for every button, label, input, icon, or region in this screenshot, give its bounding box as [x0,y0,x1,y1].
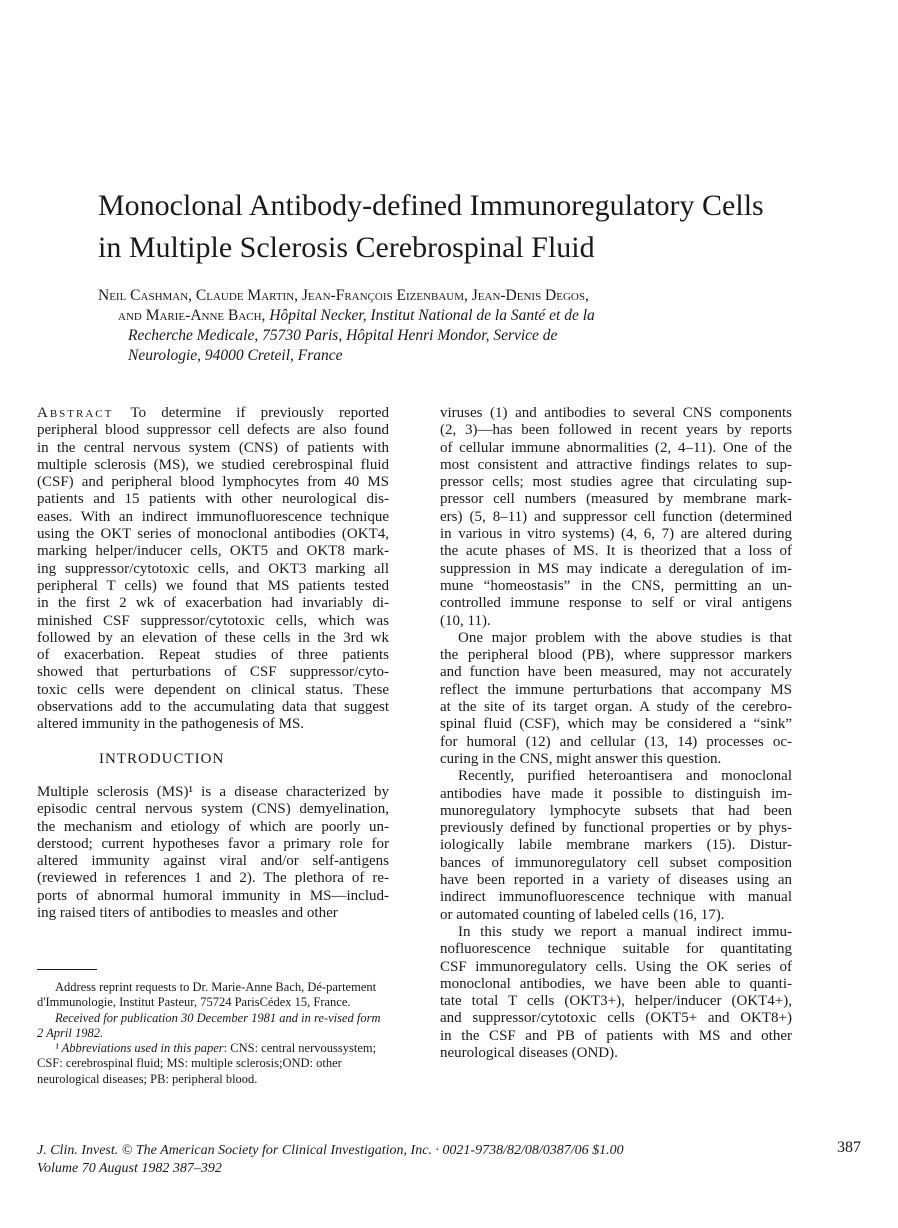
body-line: (2, 3)—has been followed in recent years by reports [440,422,792,439]
abstract-line: multiple sclerosis (MS), we studied cerebrospinal fluid [37,456,389,473]
abstract-line: of exacerbation. Repeat studies of three patients [37,647,389,664]
title-line-2: in Multiple Sclerosis Cerebrospinal Fluid [98,231,595,264]
body-line: have been reported in a variety of diseases using an [440,872,792,889]
footnote-line: Address reprint requests to Dr. Marie-Anne Bach, Dé- [55,980,327,994]
body-line: CSF immunoregulatory cells. Using the OK series of [440,958,792,975]
body-line: One major problem with the above studies is that [458,629,792,646]
body-line: pressor cell numbers (measured by membrane mark- [440,491,792,508]
abstract-line: minished CSF suppressor/cytotoxic cells, which was [37,612,389,629]
footnote-line: ¹ Abbreviations used in this paper: CNS: central nervous [55,1041,338,1056]
intro-line: Multiple sclerosis (MS)¹ is a disease characterized by [37,783,389,800]
abstract-line: in the first 2 wk of exacerbation had invariably di- [37,595,389,612]
intro-line: the mechanism and etiology of which are poorly un- [37,818,389,835]
body-line: and suppressor/cytotoxic cells (OKT5+ and OKT8+) [440,1010,792,1027]
author-line-2 [98,306,818,326]
paragraph-3 [440,768,792,924]
received-note [37,1011,389,1042]
body-line: mune “homeostasis” in the CNS, permitting an un- [440,577,792,594]
title-line-1: Monoclonal Antibody-defined Immunoregulatory Cells [98,189,764,222]
introduction-text [37,784,389,922]
paragraph-2 [440,630,792,768]
abstract-line: Abstract To determine if previously reported [37,405,390,421]
article-title [98,185,818,269]
abstract-line: peripheral T cells) we found that MS patients tested [37,577,389,594]
abbreviations-label: ¹ Abbreviations used in this paper [55,1041,224,1056]
body-line: spinal fluid (CSF), which may be considered a “sink” [440,716,792,733]
body-line: the peripheral blood (PB), where suppressor markers [440,647,792,664]
abstract-line: altered immunity in the pathogenesis of MS. [37,716,305,733]
footnote-line: Received for publication 30 December 1981 and in re- [55,1010,329,1025]
abstract-line: ing suppressor/cytotoxic cells, and OKT3 marking all [37,560,389,577]
intro-line: (reviewed in references 1 and 2). The plethora of re- [37,870,389,887]
footnote-line: partement d'Immunologie, Institut Pasteur, 75724 Paris [37,980,377,1010]
author-names-cont: and Marie-Anne Bach, [118,307,270,324]
body-line: munoregulatory lymphocyte subsets that had been [440,802,792,819]
body-line: antibodies have made it possible to distinguish im- [440,785,792,802]
abstract [37,405,389,734]
affiliation-start: Hôpital Necker, Institut National de la Santé et de la [269,307,595,324]
body-line: in various in vitro systems) (4, 6, 7) are altered during [440,526,792,543]
body-line: nofluorescence technique suitable for quantitating [440,941,792,958]
abstract-line: eases. With an indirect immunofluorescence technique [37,508,389,525]
body-line: at the site of its target organ. A study of the cerebro- [440,699,792,716]
abstract-line: followed by an elevation of these cells in the 3rd wk [37,629,389,646]
citation-text: J. Clin. Invest. © The American Society for Clinical Investigation, Inc. · 0021-9738/82/08/0387/06 $1.00 [37,1143,624,1158]
left-column [37,405,389,922]
intro-line: derstood; current hypotheses favor a primary role for [37,835,389,852]
body-line: in the CSF and PB of patients with MS and other [440,1027,792,1044]
body-line: Recently, purified heteroantisera and monoclonal [458,768,792,785]
body-line: monoclonal antibodies, we have been able to quanti- [440,975,792,992]
body-line: ers) (5, 8–11) and suppressor cell function (determined [440,508,792,525]
body-line: indirect immunofluorescence technique with manual [440,889,792,906]
author-line-1: Neil Cashman, Claude Martin, Jean-François Eizenbaum, Jean-Denis Degos, [98,287,589,304]
address-note [37,980,389,1011]
body-line: previously defined by functional properties or by phys- [440,820,792,837]
footnote-line: OND: other neurological diseases; PB: peripheral blood. [37,1056,342,1086]
abstract-line: toxic cells were dependent on clinical status. These [37,681,389,698]
paragraph-1 [440,405,792,630]
abstract-line: observations add to the accumulating data that suggest [37,699,389,716]
body-line: iologically labile membrane markers (15). Distur- [440,837,792,854]
footnote-line: Cédex 15, France. [259,995,351,1010]
footnote-line: vised form 2 April 1982. [37,1010,381,1040]
footnotes [37,980,389,1087]
abstract-line: in the central nervous system (CNS) of patients with [37,439,389,456]
abstract-line: patients and 15 patients with other neurological dis- [37,491,389,508]
affiliation-line-3: Recherche Medicale, 75730 Paris, Hôpital Henri Mondor, Service de [128,327,558,344]
intro-line: ing raised titers of antibodies to measles and other [37,905,338,922]
page-number: 387 [837,1139,861,1156]
intro-line: ports of abnormal humoral immunity in MS—includ- [37,887,389,904]
journal-citation [37,1139,861,1160]
right-column [440,405,792,1062]
footnote-rule [37,969,97,970]
volume-line: Volume 70 August 1982 387–392 [37,1161,222,1176]
abstract-label: Abstract [37,405,131,421]
intro-line: episodic central nervous system (CNS) demyelination, [37,801,389,818]
abstract-line: marking helper/inducer cells, OKT5 and OKT8 mark- [37,543,389,560]
footnote-line: system; CSF: cerebrospinal fluid; MS: multiple sclerosis; [37,1041,377,1071]
body-line: the acute phases of MS. It is theorized that a loss of [440,543,792,560]
page-footer [37,1139,861,1178]
body-line: controlled immune response to self or viral antigens [440,595,792,612]
body-line: reflect the immune perturbations that accompany MS [440,681,792,698]
affiliation-line-4: Neurologie, 94000 Creteil, France [128,347,343,364]
introduction-heading: INTRODUCTION [99,750,225,767]
body-line: bances of immunoregulatory cell subset composition [440,854,792,871]
abstract-line: showed that perturbations of CSF suppressor/cyto- [37,664,389,681]
body-line: viruses (1) and antibodies to several CNS components [440,405,792,421]
body-line: most consistent and attractive findings relates to sup- [440,456,792,473]
body-line: In this study we report a manual indirect immu- [458,923,792,940]
abstract-line: using the OKT series of monoclonal antibodies (OKT4, [37,526,389,543]
body-line: neurological diseases (OND). [440,1044,618,1061]
body-line: or automated counting of labeled cells (16, 17). [440,906,725,923]
body-line: pressor cells; most studies agree that circulating sup- [440,474,792,491]
body-line: for humoral (12) and cellular (13, 14) processes oc- [440,733,792,750]
intro-line: altered immunity against viral and/or self-antigens [37,853,389,870]
body-line: of cellular immune abnormalities (2, 4–11). One of the [440,439,792,456]
abbreviations-note [37,1041,389,1087]
body-line: tate total T cells (OKT3+), helper/inducer (OKT4+), [440,993,792,1010]
body-line: (10, 11). [440,612,491,629]
body-line: suppression in MS may indicate a deregulation of im- [440,560,792,577]
body-line: curing in the CNS, might answer this question. [440,750,722,767]
body-line: and function have been measured, may not accurately [440,664,792,681]
abstract-line: peripheral blood suppressor cell defects are also found [37,422,389,439]
abstract-line: (CSF) and peripheral blood lymphocytes from 40 MS [37,474,389,491]
paragraph-4 [440,924,792,1062]
author-block [98,286,818,366]
